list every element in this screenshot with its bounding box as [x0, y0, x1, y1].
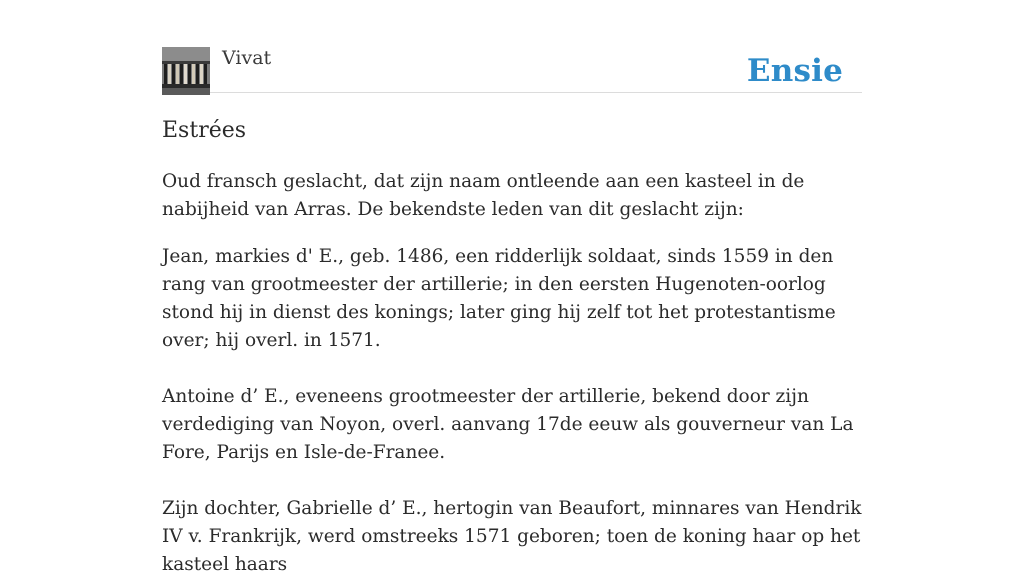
bookshelf-avatar-icon [162, 47, 210, 95]
article-paragraph: Zijn dochter, Gabrielle d’ E., hertogin van Beaufort, minnares van Hendrik IV v. Frankrijk, werd omstreeks 1571 geboren; toen de koning haar op het kasteel haars [162, 498, 862, 575]
article-body [162, 168, 862, 579]
article-paragraph: Jean, markies d' E., geb. 1486, een ridderlijk soldaat, sinds 1559 in den rang van grootmeester der artillerie; in den eersten Hugenoten-oorlog stond hij in dienst des konings; later ging hij zelf tot het protestantisme over; hij overl. in 1571. [162, 246, 836, 351]
article-page [162, 0, 862, 575]
author-name[interactable]: Vivat [222, 47, 272, 69]
article-paragraph: Antoine d’ E., eveneens grootmeester der artillerie, bekend door zijn verdediging van Noyon, overl. aanvang 17de eeuw als gouverneur van La Fore, Parijs en Isle-de-Franee. [162, 386, 854, 463]
author-avatar[interactable] [162, 47, 210, 95]
ensie-logo[interactable]: Ensie [746, 53, 843, 89]
article-header [162, 46, 862, 93]
article-paragraph: Oud fransch geslacht, dat zijn naam ontleende aan een kasteel in de nabijheid van Arras. De bekendste leden van dit geslacht zijn: [162, 171, 805, 220]
article-title: Estrées [162, 118, 247, 143]
